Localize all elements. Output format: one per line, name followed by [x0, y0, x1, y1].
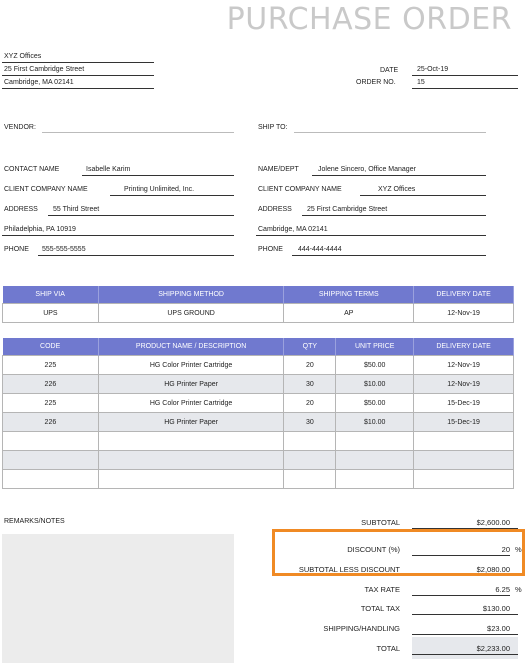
- subtotal-less-discount-value: $2,080.00: [476, 565, 510, 574]
- table-row: [3, 394, 514, 413]
- header-shipping-method: SHIPPING METHOD: [98, 286, 284, 304]
- code-cell: 225: [3, 356, 99, 375]
- code-cell: 225: [3, 394, 99, 413]
- unit-price-cell: [336, 470, 414, 489]
- header-product: PRODUCT NAME / DESCRIPTION: [98, 338, 284, 356]
- discount-highlight-box: [272, 529, 525, 576]
- qty-cell: 20: [284, 356, 336, 375]
- ship-to-client-value: XYZ Offices: [378, 186, 416, 193]
- vendor-client-value: Printing Unlimited, Inc.: [124, 186, 195, 193]
- vendor-phone-label: PHONE: [4, 246, 29, 253]
- shipping-handling-label: SHIPPING/HANDLING: [323, 624, 400, 633]
- date-value: 25-Oct-19: [417, 66, 449, 73]
- vendor-contact-label: CONTACT NAME: [4, 166, 60, 173]
- header-item-delivery-date: DELIVERY DATE: [414, 338, 514, 356]
- product-cell: HG Color Printer Cartridge: [98, 394, 284, 413]
- vendor-heading: VENDOR:: [4, 124, 36, 131]
- remarks-notes-box[interactable]: [2, 534, 234, 663]
- tax-rate-value: 6.25: [495, 585, 510, 594]
- code-cell: [3, 470, 99, 489]
- date-label: DATE: [380, 67, 399, 74]
- vendor-address2: Philadelphia, PA 10919: [4, 226, 76, 233]
- shipping-table-header: [3, 286, 514, 304]
- header-shipping-terms: SHIPPING TERMS: [284, 286, 414, 304]
- vendor-contact-value: Isabelle Karim: [86, 166, 131, 173]
- shipping-handling-value: $23.00: [487, 624, 510, 633]
- header-ship-via: SHIP VIA: [3, 286, 99, 304]
- code-cell: 226: [3, 413, 99, 432]
- unit-price-cell: $10.00: [336, 375, 414, 394]
- total-tax-value: $130.00: [482, 604, 510, 613]
- items-table-header: [3, 338, 514, 356]
- delivery-date-cell: [414, 470, 514, 489]
- qty-cell: 30: [284, 375, 336, 394]
- total-value: $2,233.00: [476, 644, 510, 653]
- code-cell: 226: [3, 375, 99, 394]
- company-street: 25 First Cambridge Street: [4, 66, 85, 73]
- vendor-phone-value: 555-555-5555: [42, 246, 86, 253]
- vendor-client-label: CLIENT COMPANY NAME: [4, 186, 88, 193]
- table-row: [3, 375, 514, 394]
- table-row: [3, 304, 514, 323]
- subtotal-value: $2,600.00: [476, 518, 510, 527]
- subtotal-label: SUBTOTAL: [361, 518, 400, 527]
- vendor-address-value: 55 Third Street: [53, 206, 100, 213]
- items-table: [2, 338, 514, 489]
- delivery-date-cell: 15-Dec-19: [414, 394, 514, 413]
- ship-to-phone-label: PHONE: [258, 246, 283, 253]
- product-cell: [98, 432, 284, 451]
- header-code: CODE: [3, 338, 99, 356]
- qty-cell: 20: [284, 394, 336, 413]
- product-cell: [98, 470, 284, 489]
- ship-to-heading: SHIP TO:: [258, 124, 288, 131]
- delivery-date-cell: 12-Nov-19: [414, 375, 514, 394]
- qty-cell: 30: [284, 413, 336, 432]
- delivery-date-cell: 12-Nov-19: [414, 304, 514, 323]
- ship-to-address-label: ADDRESS: [258, 206, 292, 213]
- qty-cell: [284, 451, 336, 470]
- tax-rate-label: TAX RATE: [364, 585, 400, 594]
- shipping-terms-cell: AP: [284, 304, 414, 323]
- ship-to-client-label: CLIENT COMPANY NAME: [258, 186, 342, 193]
- tax-rate-unit: %: [515, 585, 522, 594]
- total-label: TOTAL: [376, 644, 400, 653]
- order-number-label: ORDER NO.: [356, 79, 396, 86]
- order-number-value: 15: [417, 79, 425, 86]
- header-unit-price: UNIT PRICE: [336, 338, 414, 356]
- qty-cell: [284, 470, 336, 489]
- ship-to-address-value: 25 First Cambridge Street: [307, 206, 388, 213]
- unit-price-cell: $10.00: [336, 413, 414, 432]
- delivery-date-cell: [414, 432, 514, 451]
- discount-value: 20: [501, 545, 510, 554]
- vendor-address-label: ADDRESS: [4, 206, 38, 213]
- header-qty: QTY: [284, 338, 336, 356]
- code-cell: [3, 451, 99, 470]
- discount-unit: %: [515, 545, 522, 554]
- ship-to-name-label: NAME/DEPT: [258, 166, 299, 173]
- total-tax-label: TOTAL TAX: [360, 604, 400, 613]
- product-cell: [98, 451, 284, 470]
- unit-price-cell: $50.00: [336, 394, 414, 413]
- company-city: Cambridge, MA 02141: [4, 79, 74, 86]
- shipping-method-cell: UPS GROUND: [98, 304, 284, 323]
- ship-to-phone-value: 444-444-4444: [298, 246, 342, 253]
- delivery-date-cell: [414, 451, 514, 470]
- shipping-table: [2, 286, 514, 323]
- code-cell: [3, 432, 99, 451]
- delivery-date-cell: 15-Dec-19: [414, 413, 514, 432]
- page-title: PURCHASE ORDER: [226, 2, 512, 37]
- remarks-label: REMARKS/NOTES: [4, 518, 65, 525]
- product-cell: HG Color Printer Cartridge: [98, 356, 284, 375]
- table-row: [3, 356, 514, 375]
- table-row: [3, 451, 514, 470]
- subtotal-less-discount-label: SUBTOTAL LESS DISCOUNT: [298, 565, 400, 574]
- company-name: XYZ Offices: [4, 53, 42, 60]
- header-delivery-date: DELIVERY DATE: [414, 286, 514, 304]
- table-row: [3, 470, 514, 489]
- table-row: [3, 413, 514, 432]
- table-row: [3, 432, 514, 451]
- ship-to-address2: Cambridge, MA 02141: [258, 226, 328, 233]
- unit-price-cell: [336, 451, 414, 470]
- discount-label: DISCOUNT (%): [347, 545, 400, 554]
- product-cell: HG Printer Paper: [98, 375, 284, 394]
- ship-to-name-value: Jolene Sincero, Office Manager: [318, 166, 416, 173]
- unit-price-cell: [336, 432, 414, 451]
- unit-price-cell: $50.00: [336, 356, 414, 375]
- ship-via-cell: UPS: [3, 304, 99, 323]
- product-cell: HG Printer Paper: [98, 413, 284, 432]
- delivery-date-cell: 12-Nov-19: [414, 356, 514, 375]
- qty-cell: [284, 432, 336, 451]
